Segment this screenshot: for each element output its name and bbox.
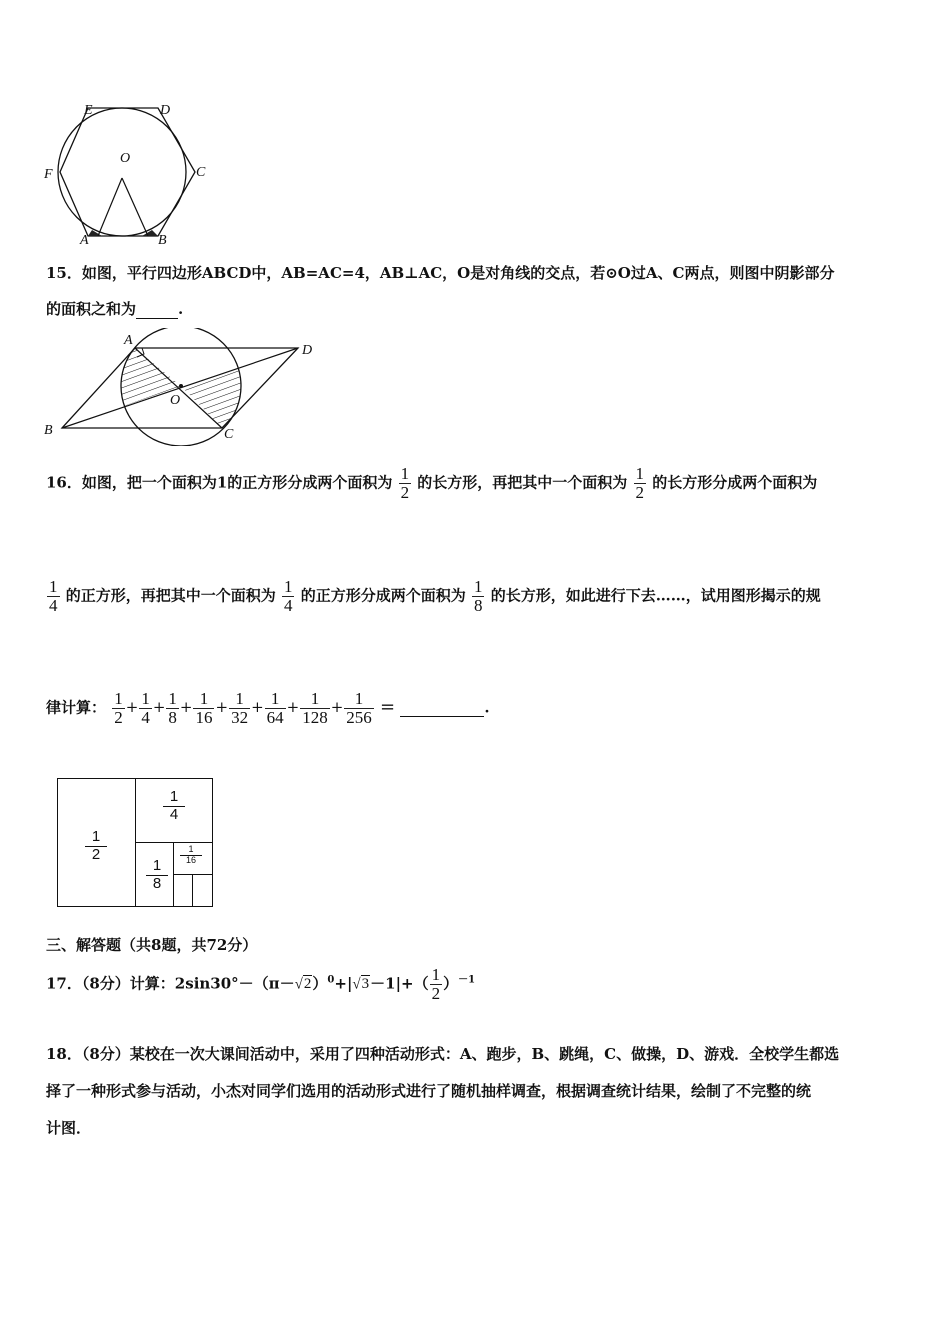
- q16-text-5: 的正方形分成两个面积为: [300, 586, 466, 605]
- frac-n: 1: [283, 577, 293, 596]
- sum-term-fraction: [193, 690, 214, 727]
- q17-text-e: ）: [443, 974, 459, 993]
- q16-line1: [46, 465, 817, 502]
- frac-d: 64: [266, 707, 284, 727]
- q16-text-1: 16．如图，把一个面积为1的正方形分成两个面积为: [46, 473, 393, 492]
- plus-sign: +: [215, 698, 229, 717]
- hexagon-circle-figure: [40, 98, 215, 250]
- label-c: C: [196, 165, 206, 180]
- plus-sign: +: [251, 698, 264, 717]
- label-a: A: [80, 233, 89, 248]
- sum-term-fraction: [300, 690, 330, 727]
- q17-text-c: +|: [334, 974, 353, 993]
- fraction-quarter: [47, 578, 60, 615]
- sum-expression: [111, 689, 375, 727]
- fraction-half: [430, 966, 443, 1003]
- divider: [192, 874, 193, 906]
- q16-answer-blank[interactable]: [400, 698, 484, 717]
- frac-d: 2: [400, 482, 410, 502]
- exponent-zero: 0: [327, 974, 335, 986]
- fraction-half: [634, 465, 647, 502]
- sum-term-fraction: [229, 690, 250, 727]
- sum-term-fraction: [265, 690, 286, 727]
- q18-line3: 计图．: [46, 1119, 92, 1137]
- box-label-quarter: [163, 789, 185, 823]
- frac-n: 1: [114, 689, 123, 708]
- box-label-eighth: [146, 858, 168, 892]
- equals-sign: =: [380, 696, 396, 718]
- label-a15: A: [124, 333, 133, 348]
- label-e: E: [84, 103, 93, 118]
- frac-n: 1: [431, 965, 441, 984]
- plus-sign: +: [330, 698, 344, 717]
- q16-text-6: 的长方形，如此进行下去……，试用图形揭示的规: [490, 586, 821, 605]
- frac-n: 1: [635, 464, 645, 483]
- sqrt-2: √2: [294, 976, 312, 993]
- q15-answer-blank[interactable]: [136, 300, 178, 319]
- q16-end: .: [484, 698, 490, 717]
- label-b15: B: [44, 423, 53, 438]
- q17-text-d: －1|+（: [370, 974, 429, 993]
- frac-n: 1: [168, 689, 177, 708]
- frac-n: 1: [199, 689, 209, 708]
- label-d: D: [160, 103, 171, 118]
- frac-d: 16: [195, 707, 213, 727]
- frac-n: 1: [141, 689, 150, 708]
- exponent-minus-one: －1: [458, 974, 476, 986]
- frac-n: 1: [235, 689, 244, 708]
- frac-d: 8: [473, 595, 483, 615]
- plus-sign: +: [179, 698, 193, 717]
- box-label-half: [85, 829, 107, 863]
- q15-line2-text: 的面积之和为: [46, 300, 137, 318]
- sum-term-fraction: [139, 690, 152, 727]
- frac-n: 1: [473, 577, 483, 596]
- frac-d: 16: [180, 855, 202, 866]
- sum-term-fraction: [166, 690, 179, 727]
- plus-sign: +: [125, 698, 139, 717]
- frac-d: 4: [283, 595, 293, 615]
- q15-end: .: [178, 300, 184, 318]
- plus-sign: +: [152, 698, 166, 717]
- frac-d: 2: [85, 846, 107, 864]
- frac-n: 1: [169, 788, 179, 805]
- label-d15: D: [302, 343, 313, 358]
- frac-d: 32: [231, 707, 249, 727]
- q16-text-3: 的长方形分成两个面积为: [652, 473, 818, 492]
- label-f: F: [44, 167, 53, 182]
- radicand: 3: [361, 976, 370, 993]
- box-label-sixteenth: [180, 845, 202, 866]
- radicand: 2: [303, 976, 312, 993]
- frac-d: 4: [49, 595, 58, 615]
- fraction-eighth: [472, 578, 485, 615]
- frac-n: 1: [91, 828, 101, 845]
- q17-text-a: 17．（8分）计算：2sin30°－（π－: [46, 974, 295, 993]
- fraction-quarter: [282, 578, 295, 615]
- frac-d: 8: [168, 707, 177, 727]
- frac-d: 8: [146, 875, 168, 893]
- q16-text-2: 的长方形，再把其中一个面积为: [417, 473, 628, 492]
- q18-line1: 18．（8分）某校在一次大课间活动中，采用了四种活动形式：A、跑步，B、跳绳，C、做操，D、游戏．全校学生都选: [46, 1045, 840, 1063]
- frac-d: 2: [431, 983, 441, 1003]
- frac-d: 256: [346, 707, 372, 727]
- parallelogram-figure: [40, 328, 325, 446]
- q15-line1: 15．如图，平行四边形ABCD中，AB=AC=4，AB⊥AC，O是对角线的交点，若⊙O过A、C两点，则图中阴影部分: [46, 264, 835, 282]
- q16-text-7: 律计算：: [46, 698, 107, 717]
- sum-term-fraction: [112, 690, 125, 727]
- q16-line3: [46, 690, 490, 727]
- frac-n: 1: [188, 844, 194, 854]
- q17-line: [46, 966, 475, 1003]
- sqrt-3: √3: [352, 976, 370, 993]
- frac-d: 2: [114, 707, 123, 727]
- frac-d: 2: [635, 482, 645, 502]
- fraction-half: [399, 465, 412, 502]
- label-o: O: [120, 151, 131, 166]
- q15-line2: [46, 298, 183, 319]
- frac-d: 128: [302, 707, 328, 727]
- frac-n: 1: [49, 577, 58, 596]
- frac-n: 1: [354, 689, 364, 708]
- frac-n: 1: [152, 857, 162, 874]
- q16-line2: [46, 578, 821, 615]
- frac-d: 4: [141, 707, 150, 727]
- frac-n: 1: [270, 689, 280, 708]
- frac-n: 1: [310, 689, 320, 708]
- label-c15: C: [224, 427, 234, 442]
- label-o15: O: [170, 393, 181, 408]
- q18-line2: 择了一种形式参与活动，小杰对同学们选用的活动形式进行了随机抽样调查，根据调查统计结果，绘制了不完整的统: [46, 1082, 812, 1100]
- plus-sign: +: [286, 698, 300, 717]
- label-b: B: [158, 233, 167, 248]
- section-title: 三、解答题（共8题，共72分）: [46, 936, 258, 954]
- frac-d: 4: [163, 806, 185, 824]
- q17-text-b: ）: [312, 974, 328, 993]
- q16-text-4: 的正方形，再把其中一个面积为: [65, 586, 276, 605]
- frac-n: 1: [400, 464, 410, 483]
- sum-term-fraction: [344, 690, 374, 727]
- square-division-figure: [57, 778, 213, 907]
